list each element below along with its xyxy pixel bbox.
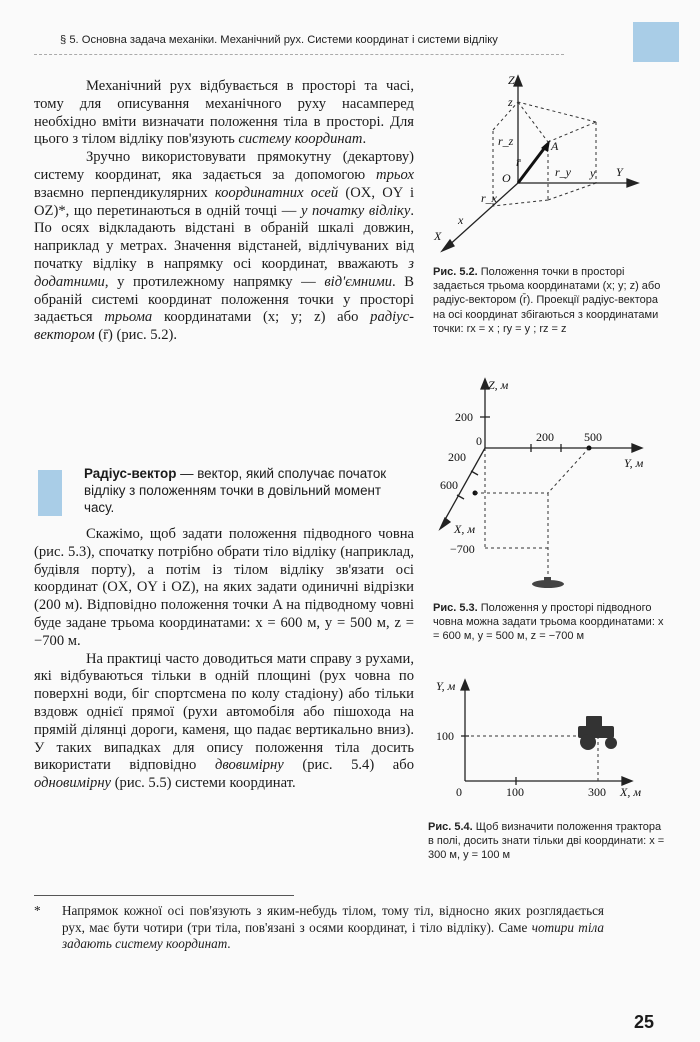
text: Скажімо, щоб задати положення підводного човна (рис. 5.3), спочатку потрібно обрати тіло відліку (наприклад, будівля порту), а потім із тілом відліку зв'язати осі координат (OX, OY і OZ), на яких задати одиничні відрізки (200 м). Відповідно положення точки A на підводному човні буде задане трьома координатами: x = 600 м, y = 500 м, z = −700 м. (34, 526, 414, 649)
text: , у протилежному напрямку — (104, 273, 325, 290)
label-y-axis: Y, м (436, 679, 456, 693)
label-o: O (502, 171, 511, 185)
paragraph-3 (34, 526, 414, 793)
emphasis: радіус-вектором (34, 309, 414, 344)
label-x-300: 300 (588, 785, 606, 799)
caption-text: Положення точки в просторі задається трьома координатами (x; y; z) або радіус-вектором (r̄). Проекції радіус-вектора на осі координат збігаються з координатами точки: rx = x ; ry = y ; rz = z (433, 266, 661, 335)
label-o: 0 (476, 434, 482, 448)
label-z: z (508, 95, 513, 109)
label-x-200: 200 (448, 450, 466, 464)
text: взаємно перпендикулярних (34, 184, 215, 201)
text: . (362, 131, 367, 148)
text: . В обраній системі координат положення точки у просторі задається (34, 273, 415, 326)
caption-number: Рис. 5.3. (433, 602, 478, 614)
label-rz: r_z (498, 134, 514, 148)
label-y: y (590, 166, 596, 180)
label-x-100: 100 (506, 785, 524, 799)
footnote-rule (34, 895, 294, 896)
label-z-200: 200 (455, 410, 473, 424)
caption-text: Щоб визначити положення трактора в полі, досить знати тільки дві координати: x = 300 м, y = 100 м (428, 821, 665, 862)
label-x-axis: X (434, 229, 442, 243)
label-r: r̄ (516, 155, 521, 169)
label-x-600: 600 (440, 478, 458, 492)
radius-vector-arrow (518, 146, 546, 183)
text: . По осях відкладають відстані в обраній шкалі довжин, наприклад у метрах. Значення відстаней, відлічуваних від початку відліку в напрямку осі координат, вважають (34, 202, 414, 272)
text: (r̄) (рис. 5.2). (94, 327, 178, 344)
label-z-axis: Z, м (488, 378, 509, 392)
emphasis: чотири тіла задають систему координат (62, 919, 604, 952)
text: . (227, 936, 231, 952)
definition-marker (38, 470, 62, 516)
text: Зручно використовувати прямокутну (декартову) систему координат, яка задається за допомогою (34, 149, 414, 183)
definition-text: — вектор, який сполучає початок відліку з положенням точки в довільний момент часу. (84, 466, 387, 515)
paragraph-1 (34, 78, 414, 345)
label-o: 0 (456, 785, 462, 799)
figure-5-4 (428, 676, 668, 806)
definition-box (84, 466, 414, 516)
text: (рис. 5.5) системи координат. (111, 775, 296, 792)
page-number: 25 (634, 1012, 655, 1032)
caption-number: Рис. 5.4. (428, 821, 473, 833)
label-y-200: 200 (536, 430, 554, 444)
figure-5-3 (428, 375, 668, 595)
label-z-minus-700: −700 (450, 542, 475, 556)
footnote-text (62, 903, 604, 953)
label-x: x (458, 213, 464, 227)
text: Механічний рух відбувається в просторі та часі, тому для описування механічного руху насамперед необхідно вміти визначати положення тіла в просторі. Для цього з тілом відліку пов'язують (34, 78, 414, 148)
definition-term: Радіус-вектор (84, 466, 177, 481)
emphasis: трьома (104, 309, 153, 326)
text: координатами (x; y; z) або (152, 309, 371, 326)
label-x-axis: X, м (454, 522, 475, 536)
text: (рис. 5.4) або (283, 757, 414, 774)
figure-5-2 (428, 70, 658, 265)
label-a: A (551, 139, 559, 153)
emphasis: від'ємними (324, 273, 393, 290)
emphasis: одновимірну (34, 775, 112, 792)
label-y-100: 100 (436, 729, 454, 743)
footnote-marker: * (34, 903, 41, 918)
text: Напрямок кожної осі пов'язують з яким-небудь тілом, тому тіл, відносно яких розглядається рух, має бути чотири (три тіла, пов'язані з осями координат, і тіло відліку). Саме (62, 903, 604, 935)
label-z-axis: Z (508, 73, 515, 87)
emphasis: двовимірну (214, 757, 284, 774)
caption-text: Положення у просторі підводного човна можна задати трьома координатами: x = 600 м, y = 500 м, z = −700 м (433, 602, 664, 643)
emphasis: трьох (376, 166, 414, 183)
label-ry: r_y (555, 165, 571, 179)
caption-number: Рис. 5.2. (433, 266, 478, 278)
label-y-axis: Y, м (624, 456, 644, 470)
label-y-500: 500 (584, 430, 602, 444)
caption-5-2 (433, 265, 668, 336)
emphasis: систему координат (238, 131, 363, 148)
text: На практиці часто доводиться мати справу з рухами, які відбуваються тільки в одній площині (рух човна по поверхні води, біг спортсмена по колу стадіону) або тільки вздовж однієї прямої (рухи автомобіля або пішохода на прямій ділянці дороги, каменя, що падає вертикально вниз). У таких випадках для опису положення тіла досить використати відповідно (34, 650, 414, 774)
footnote (34, 903, 604, 953)
caption-5-4 (428, 820, 668, 863)
header-rule (34, 54, 564, 55)
label-rx: r_x (481, 191, 497, 205)
caption-5-3 (433, 601, 668, 644)
emphasis: з додатними (34, 255, 414, 290)
emphasis: у початку відліку (300, 202, 411, 219)
text: (OX, OY і OZ)*, що перетинаються в одній точці — (34, 184, 415, 219)
label-y-axis: Y (616, 165, 623, 179)
emphasis: координатних осей (214, 184, 339, 201)
running-header: § 5. Основна задача механіки. Механічний рух. Системи координат і системи відліку (60, 34, 498, 46)
chapter-tab (633, 22, 679, 62)
label-x-axis: X, м (620, 785, 641, 799)
